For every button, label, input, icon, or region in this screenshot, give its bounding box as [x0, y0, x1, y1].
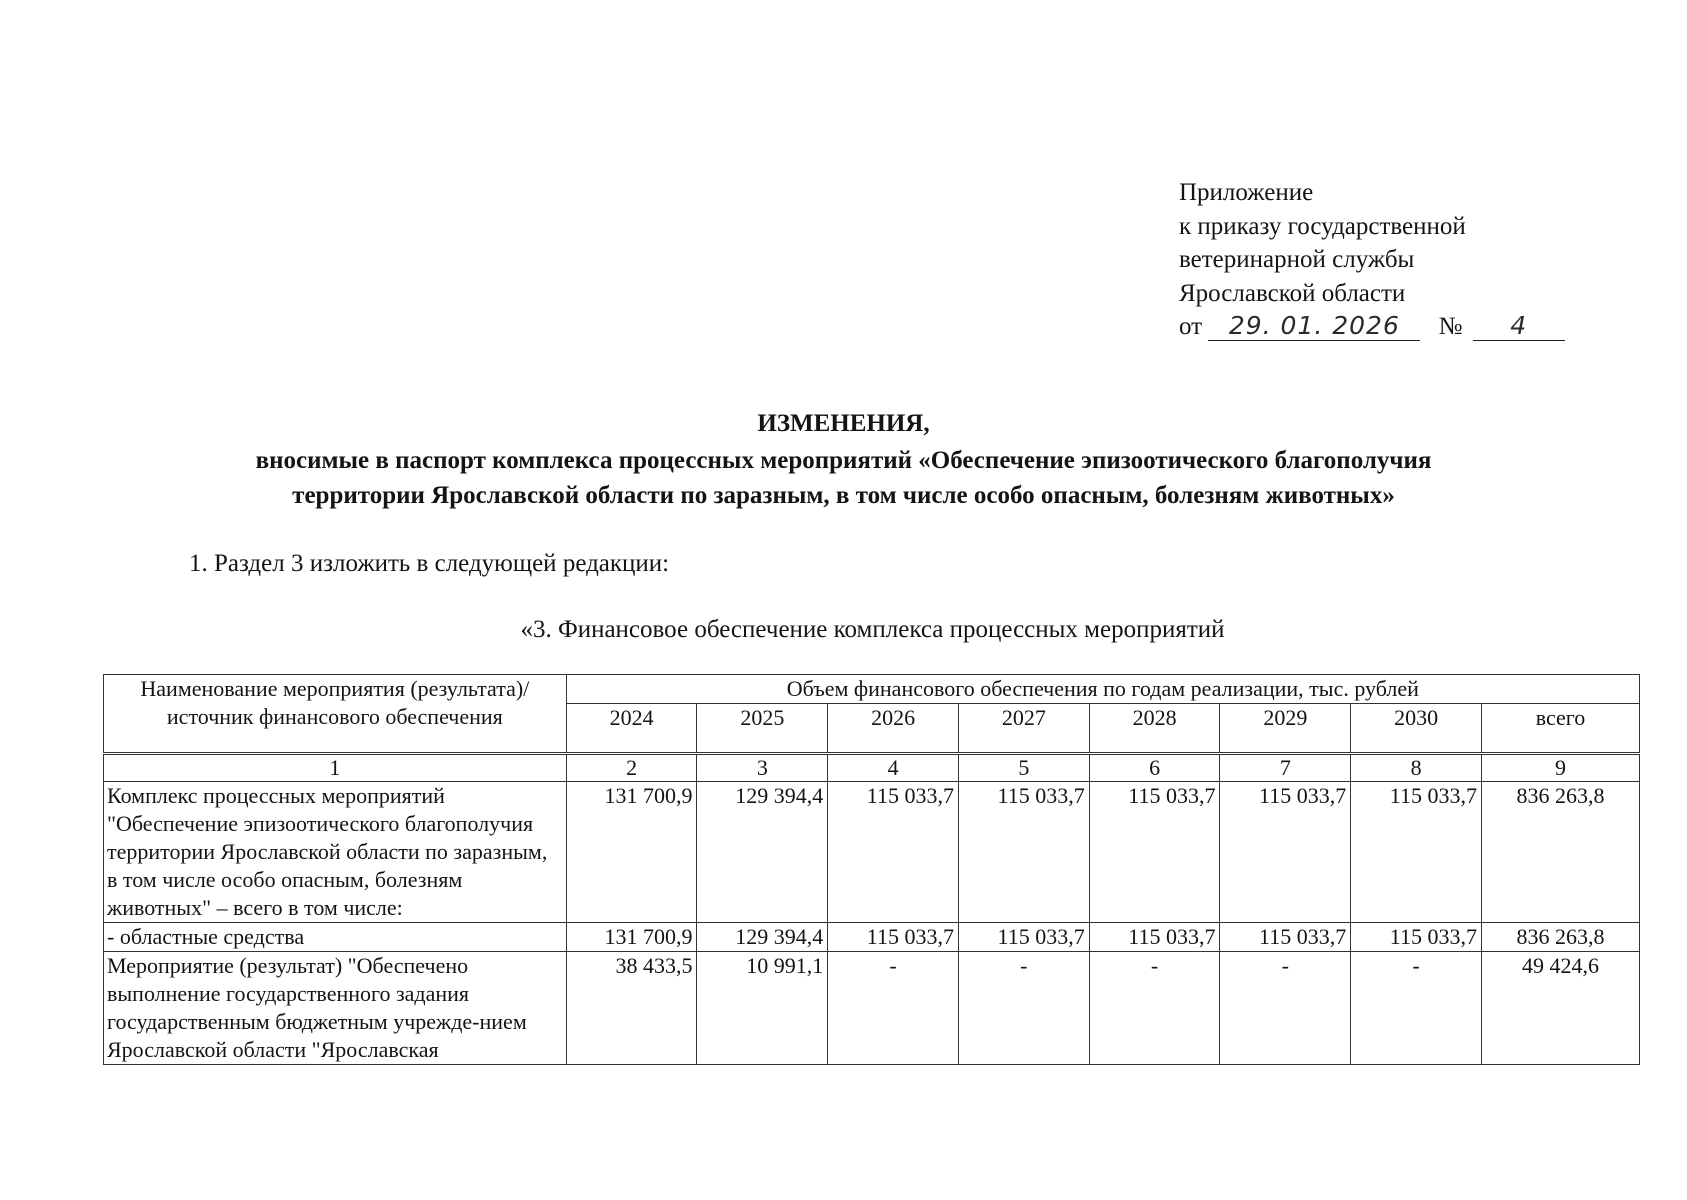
total-header: всего — [1481, 704, 1639, 753]
column-number: 6 — [1089, 755, 1220, 782]
column-number: 3 — [697, 755, 828, 782]
value-cell: - — [1089, 952, 1220, 1065]
value-cell: - — [1351, 952, 1482, 1065]
document-subtitle-line-2: территории Ярославской области по заразным, в том числе особо опасным, болезням животных» — [292, 482, 1395, 509]
section-title: «3. Финансовое обеспечение комплекса процессных мероприятий — [520, 616, 1225, 643]
year-header: 2024 — [566, 704, 697, 753]
year-header: 2029 — [1220, 704, 1351, 753]
value-cell: 115 033,7 — [1351, 923, 1482, 952]
column-number: 8 — [1351, 755, 1482, 782]
value-cell: - — [828, 952, 959, 1065]
column-number-row — [104, 755, 1640, 782]
column-number: 9 — [1481, 755, 1639, 782]
number-sign: № — [1438, 313, 1463, 340]
value-cell: 115 033,7 — [958, 923, 1089, 952]
column-number: 7 — [1220, 755, 1351, 782]
approval-line: к приказу государственной — [1179, 212, 1466, 240]
value-cell: 129 394,4 — [697, 782, 828, 923]
handwritten-date: 29. 01. 2026 — [1208, 312, 1420, 341]
year-header: 2030 — [1351, 704, 1482, 753]
value-cell: 115 033,7 — [828, 923, 959, 952]
approval-line: Ярославской области — [1179, 279, 1406, 307]
row-name-cell: Мероприятие (результат) "Обеспечено выполнение государственного задания государственным бюджетным учрежде-нием Ярославской области "Ярославская — [104, 952, 567, 1065]
handwritten-number: 4 — [1473, 312, 1565, 341]
table-header-row — [104, 675, 1640, 704]
value-cell: 115 033,7 — [1220, 782, 1351, 923]
value-cell: 131 700,9 — [566, 923, 697, 952]
value-cell: 115 033,7 — [828, 782, 959, 923]
value-cell: 10 991,1 — [697, 952, 828, 1065]
table-row — [104, 952, 1640, 1065]
instruction-paragraph: 1. Раздел 3 изложить в следующей редакции: — [189, 550, 670, 577]
table-row — [104, 782, 1640, 923]
header-name-cell: Наименование мероприятия (результата)/ источник финансового обеспечения — [104, 675, 567, 753]
column-number: 1 — [104, 755, 567, 782]
year-header: 2028 — [1089, 704, 1220, 753]
approval-block — [1179, 176, 1565, 344]
row-name-cell: - областные средства — [104, 923, 567, 952]
approval-line: ветеринарной службы — [1179, 246, 1415, 273]
year-header: 2025 — [697, 704, 828, 753]
table-row — [104, 923, 1640, 952]
approval-line: Приложение — [1179, 179, 1314, 206]
header-volume-cell: Объем финансового обеспечения по годам реализации, тыс. рублей — [566, 675, 1639, 704]
date-prefix: от — [1179, 313, 1203, 340]
value-cell: 115 033,7 — [1089, 923, 1220, 952]
value-cell: - — [1220, 952, 1351, 1065]
column-number: 5 — [958, 755, 1089, 782]
total-cell: 49 424,6 — [1481, 952, 1639, 1065]
value-cell: 115 033,7 — [958, 782, 1089, 923]
value-cell: 115 033,7 — [1089, 782, 1220, 923]
column-number: 4 — [828, 755, 959, 782]
total-cell: 836 263,8 — [1481, 923, 1639, 952]
document-subtitle-line-1: вносимые в паспорт комплекса процессных мероприятий «Обеспечение эпизоотического благополучия — [255, 447, 1432, 474]
document-title: ИЗМЕНЕНИЯ, — [757, 410, 930, 437]
value-cell: 129 394,4 — [697, 923, 828, 952]
value-cell: 115 033,7 — [1220, 923, 1351, 952]
value-cell: 115 033,7 — [1351, 782, 1482, 923]
approval-date-line — [1179, 310, 1565, 344]
total-cell: 836 263,8 — [1481, 782, 1639, 923]
year-header: 2026 — [828, 704, 959, 753]
value-cell: - — [958, 952, 1089, 1065]
year-header: 2027 — [958, 704, 1089, 753]
column-number: 2 — [566, 755, 697, 782]
value-cell: 131 700,9 — [566, 782, 697, 923]
value-cell: 38 433,5 — [566, 952, 697, 1065]
row-name-cell: Комплекс процессных мероприятий "Обеспечение эпизоотического благополучия территории Ярославской области по заразным, в том числе особо опасным, болезням животных" – всего в том числе: — [104, 782, 567, 923]
financing-table — [103, 674, 1640, 1065]
